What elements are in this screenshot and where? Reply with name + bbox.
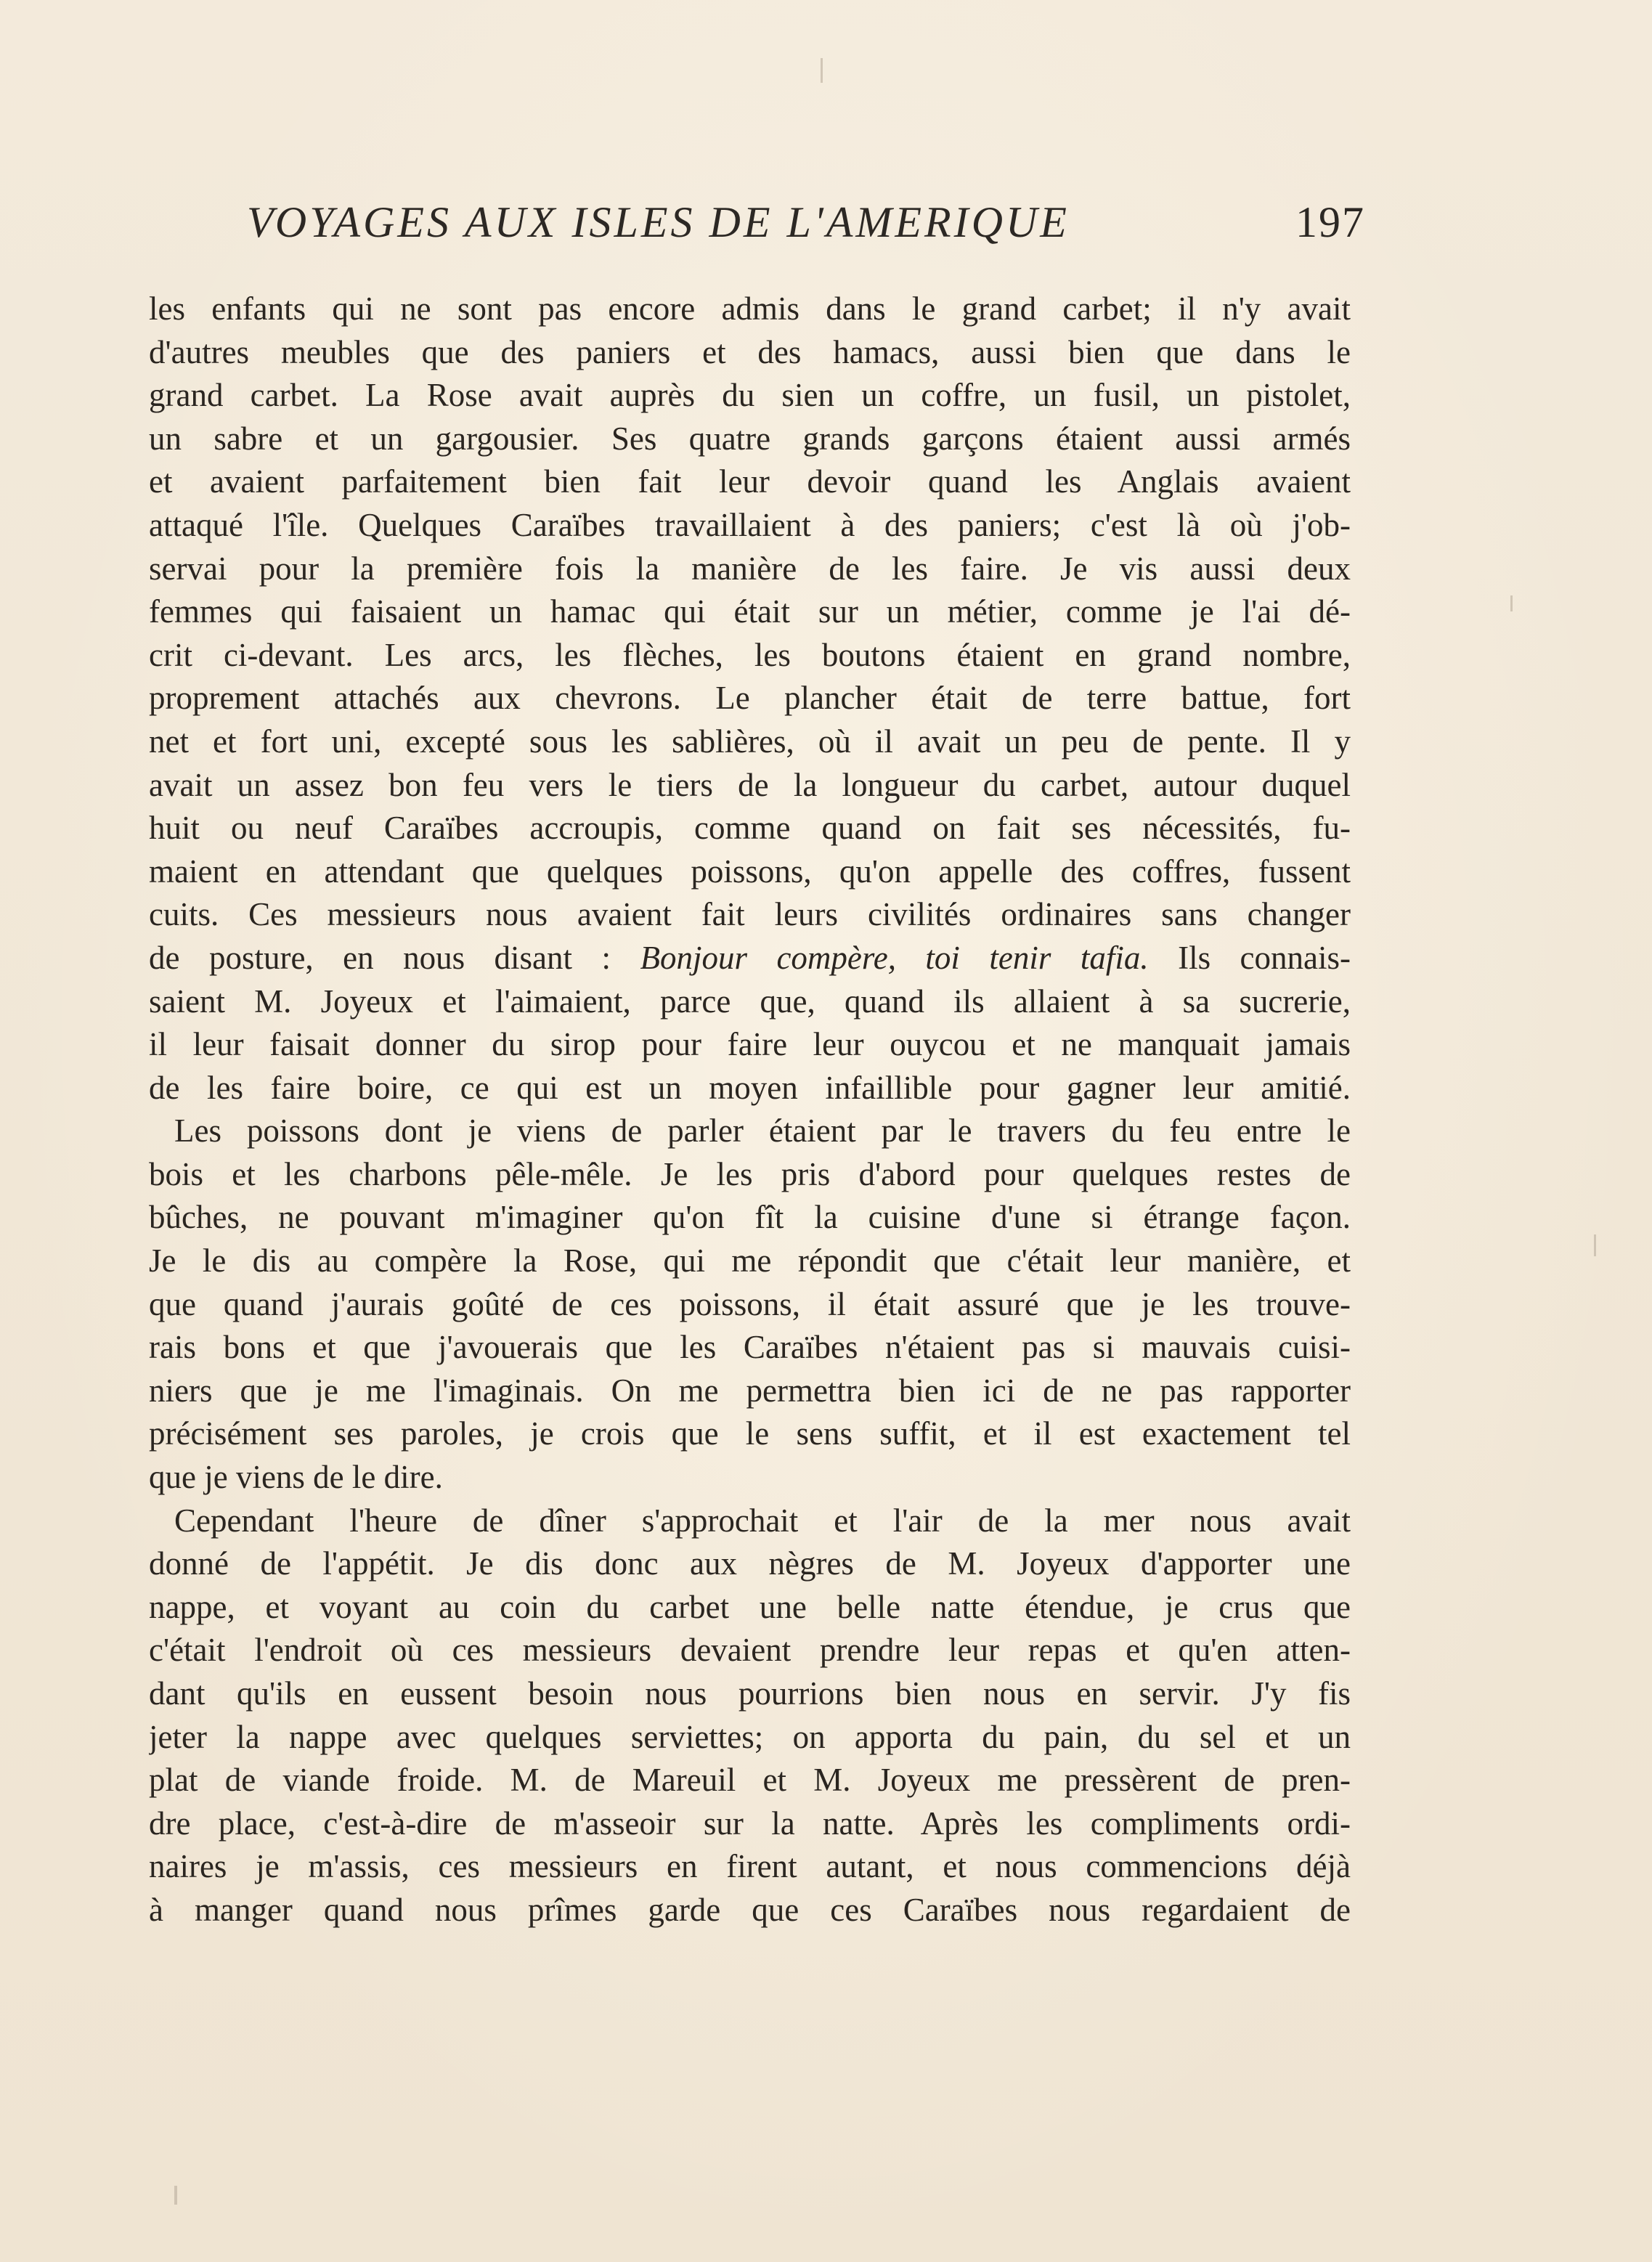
text-line: Les poissons dont je viens de parler étaient par le travers du feu entre le — [174, 1112, 1351, 1150]
text-line: bûches, ne pouvant m'imaginer qu'on fît la cuisine d'une si étrange façon. — [149, 1199, 1351, 1236]
body-text — [149, 288, 1351, 1932]
line-suffix: Ils connais- — [1148, 939, 1351, 976]
text-line: grand carbet. La Rose avait auprès du sien un coffre, un fusil, un pistolet, — [149, 377, 1351, 414]
paragraph-1 — [149, 288, 1351, 1110]
text-line: un sabre et un gargousier. Ses quatre grands garçons étaient aussi armés — [149, 420, 1351, 457]
running-title: VOYAGES AUX ISLES DE L'AMERIQUE — [247, 198, 1070, 246]
paragraph-3 — [149, 1500, 1351, 1932]
text-line: jeter la nappe avec quelques serviettes; on apporta du pain, du sel et un — [149, 1718, 1351, 1755]
text-line: naires je m'assis, ces messieurs en firent autant, et nous commencions déjà — [149, 1848, 1351, 1885]
text-line: proprement attachés aux chevrons. Le plancher était de terre battue, fort — [149, 680, 1351, 717]
text-line: servai pour la première fois la manière de les faire. Je vis aussi deux — [149, 550, 1351, 587]
text-line: que quand j'aurais goûté de ces poissons, il était assuré que je les trouve- — [149, 1285, 1351, 1322]
text-line: saient M. Joyeux et l'aimaient, parce que, quand ils allaient à sa sucrerie, — [149, 982, 1351, 1020]
running-head — [247, 198, 1365, 263]
text-line: bois et les charbons pêle-mêle. Je les pris d'abord pour quelques restes de — [149, 1155, 1351, 1192]
page-number: 197 — [1295, 198, 1365, 246]
text-line: précisément ses paroles, je crois que le sens suffit, et il est exactement tel — [149, 1415, 1351, 1452]
text-line: d'autres meubles que des paniers et des hamacs, aussi bien que dans le — [149, 333, 1351, 370]
text-line: cuits. Ces messieurs nous avaient fait leurs civilités ordinaires sans changer — [149, 896, 1351, 933]
text-line: dre place, c'est-à-dire de m'asseoir sur la natte. Après les compliments ordi- — [149, 1805, 1351, 1842]
paper-speck — [174, 2186, 177, 2205]
text-line: nappe, et voyant au coin du carbet une belle natte étendue, je crus que — [149, 1588, 1351, 1625]
text-line: avait un assez bon feu vers le tiers de la longueur du carbet, autour duquel — [149, 766, 1351, 803]
paper-speck — [1510, 595, 1513, 611]
text-line: Cependant l'heure de dîner s'approchait et l'air de la mer nous avait — [174, 1502, 1351, 1539]
text-line: crit ci-devant. Les arcs, les flèches, les boutons étaient en grand nombre, — [149, 636, 1351, 673]
text-line: plat de viande froide. M. de Mareuil et M. Joyeux me pressèrent de pren- — [149, 1762, 1351, 1799]
text-line: donné de l'appétit. Je dis donc aux nègres de M. Joyeux d'apporter une — [149, 1545, 1351, 1582]
text-line: attaqué l'île. Quelques Caraïbes travaillaient à des paniers; c'est là où j'ob- — [149, 506, 1351, 543]
line-prefix: de posture, en nous disant : — [149, 939, 640, 976]
italic-quote: Bonjour compère, toi tenir tafia. — [640, 939, 1149, 976]
text-line: net et fort uni, excepté sous les sablières, où il avait un peu de pente. Il y — [149, 723, 1351, 760]
text-line-with-quote — [149, 937, 1351, 980]
text-line: à manger quand nous prîmes garde que ces Caraïbes nous regardaient de — [149, 1891, 1351, 1928]
text-line: maient en attendant que quelques poissons, qu'on appelle des coffres, fussent — [149, 853, 1351, 890]
text-line: de les faire boire, ce qui est un moyen infaillible pour gagner leur amitié. — [149, 1069, 1351, 1106]
paper-speck — [1594, 1234, 1596, 1256]
text-line: et avaient parfaitement bien fait leur devoir quand les Anglais avaient — [149, 463, 1351, 500]
text-line: il leur faisait donner du sirop pour faire leur ouycou et ne manquait jamais — [149, 1026, 1351, 1063]
paper-speck — [821, 58, 823, 83]
paragraph-2 — [149, 1110, 1351, 1499]
text-line: que je viens de le dire. — [149, 1459, 443, 1496]
text-line: dant qu'ils en eussent besoin nous pourrions bien nous en servir. J'y fis — [149, 1675, 1351, 1712]
text-line: rais bons et que j'avouerais que les Caraïbes n'étaient pas si mauvais cuisi- — [149, 1329, 1351, 1366]
text-line: les enfants qui ne sont pas encore admis dans le grand carbet; il n'y avait — [149, 290, 1351, 327]
text-line: huit ou neuf Caraïbes accroupis, comme quand on fait ses nécessités, fu- — [149, 810, 1351, 847]
text-line: femmes qui faisaient un hamac qui était sur un métier, comme je l'ai dé- — [149, 593, 1351, 630]
text-line: c'était l'endroit où ces messieurs devaient prendre leur repas et qu'en atten- — [149, 1632, 1351, 1669]
text-line: niers que je me l'imaginais. On me permettra bien ici de ne pas rapporter — [149, 1372, 1351, 1409]
text-line: Je le dis au compère la Rose, qui me répondit que c'était leur manière, et — [149, 1242, 1351, 1280]
